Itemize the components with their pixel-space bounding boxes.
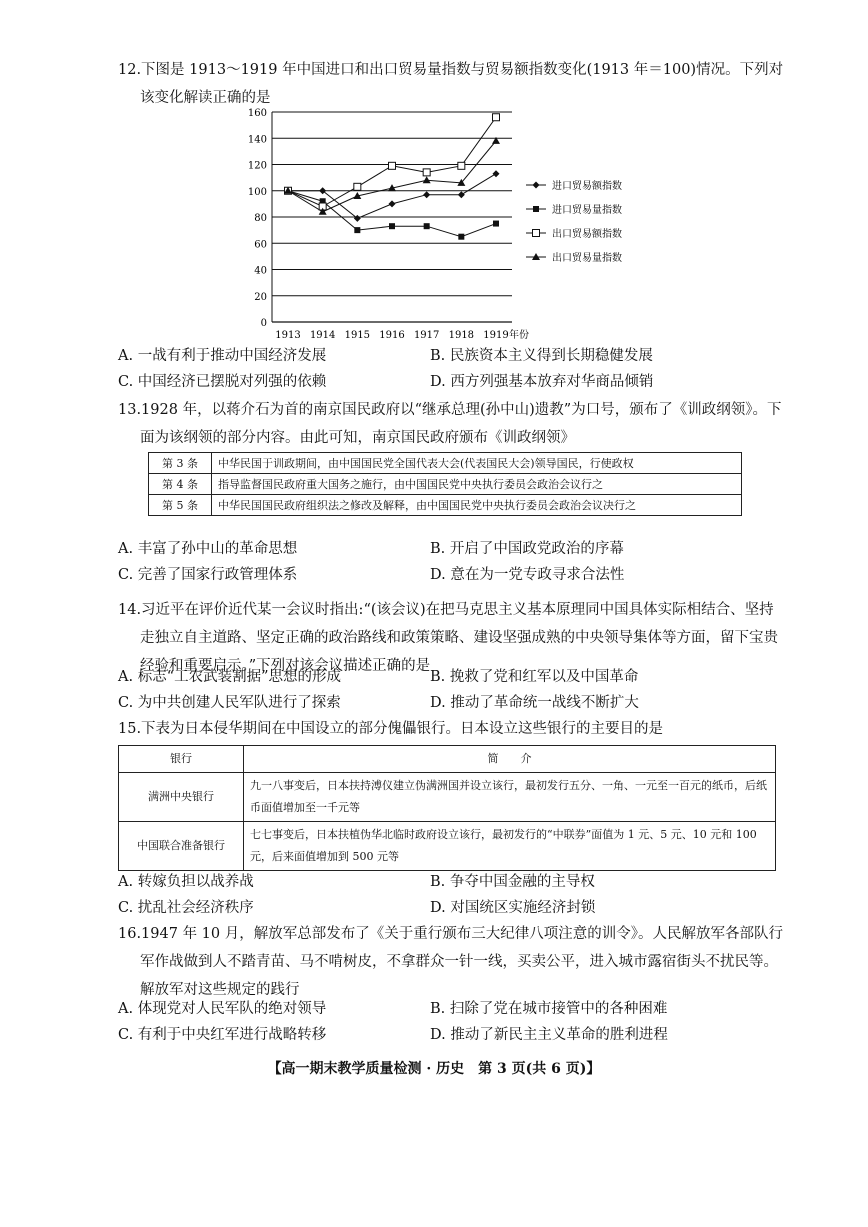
table-row bbox=[149, 474, 742, 495]
table-cell: 中华民国国民政府组织法之修改及解释，由中国国民党中央执行委员会政治会议决行之 bbox=[212, 495, 742, 516]
data-point bbox=[389, 200, 396, 207]
y-tick-label: 160 bbox=[247, 108, 267, 119]
q16-option-a[interactable]: A. 体现党对人民军队的绝对领导 bbox=[118, 1001, 327, 1017]
q16-option-d[interactable]: D. 推动了新民主主义革命的胜利进程 bbox=[430, 1027, 668, 1043]
table-cell: 七七事变后，日本扶植伪华北临时政府设立该行，最初发行的“中联券”面值为 1 元、5 元、10 元和 100 元，后来面值增加到 500 元等 bbox=[244, 822, 776, 871]
y-tick-label: 100 bbox=[247, 186, 267, 198]
legend-label: 出口贸易量指数 bbox=[552, 253, 622, 264]
data-point bbox=[389, 162, 396, 169]
y-tick-label: 20 bbox=[254, 291, 267, 303]
question-16-stem: 16.1947 年 10 月，解放军总部发布了《关于重行颁布三大纪律八项注意的训令》。人民解放军各部队行军作战做到人不踏青苗、马不啃树皮，不拿群众一针一线，买卖公平，进入城市露宿街头不扰民等。解放军对这些规定的践行 bbox=[118, 926, 783, 998]
question-13-stem: 13.1928 年，以蒋介石为首的南京国民政府以“继承总理(孙中山)遗教”为口号，颁布了《训政纲领》。下面为该纲领的部分内容。由此可知，南京国民政府颁布《训政纲领》 bbox=[118, 402, 782, 446]
question-16 bbox=[118, 920, 788, 1004]
y-tick-label: 80 bbox=[254, 213, 267, 224]
x-axis-suffix: 年份 bbox=[509, 330, 529, 341]
table-header: 简 介 bbox=[244, 746, 776, 773]
series-line-1 bbox=[288, 191, 496, 237]
table-cell: 满洲中央银行 bbox=[119, 773, 244, 822]
legend-marker bbox=[533, 230, 540, 237]
table-cell: 第 5 条 bbox=[149, 495, 212, 516]
data-point bbox=[423, 169, 430, 176]
y-tick-label: 120 bbox=[247, 160, 267, 172]
table-row bbox=[119, 773, 776, 822]
y-tick-label: 60 bbox=[254, 239, 267, 251]
data-point bbox=[423, 191, 430, 198]
q14-option-b[interactable]: B. 挽救了党和红军以及中国革命 bbox=[430, 669, 639, 685]
data-point bbox=[354, 183, 361, 190]
data-point bbox=[493, 114, 500, 121]
table-row bbox=[149, 453, 742, 474]
q13-option-d[interactable]: D. 意在为一党专政寻求合法性 bbox=[430, 567, 625, 583]
question-12-stem: 12.下图是 1913～1919 年中国进口和出口贸易量指数与贸易额指数变化(1913 年＝100)情况。下列对该变化解读正确的是 bbox=[118, 62, 784, 106]
q12-option-c[interactable]: C. 中国经济已摆脱对列强的依赖 bbox=[118, 374, 327, 390]
q12-option-d[interactable]: D. 西方列强基本放弃对华商品倾销 bbox=[430, 374, 654, 390]
data-point bbox=[423, 176, 431, 183]
question-15 bbox=[118, 715, 788, 743]
legend-marker bbox=[533, 206, 539, 212]
y-tick-label: 140 bbox=[247, 134, 267, 146]
data-point bbox=[493, 170, 500, 177]
table-cell: 九一八事变后，日本扶持溥仪建立伪满洲国并设立该行，最初发行五分、一角、一元至一百元的纸币，后纸币面值增加至一千元等 bbox=[244, 773, 776, 822]
table-cell: 中华民国于训政期间，由中国国民党全国代表大会(代表国民大会)领导国民，行使政权 bbox=[212, 453, 742, 474]
y-tick-label: 40 bbox=[254, 265, 267, 277]
table-row bbox=[119, 822, 776, 871]
x-tick-label: 1913 bbox=[275, 330, 301, 341]
q15-table bbox=[118, 745, 776, 871]
q13-option-a[interactable]: A. 丰富了孙中山的革命思想 bbox=[118, 541, 298, 557]
q16-option-b[interactable]: B. 扫除了党在城市接管中的各种困难 bbox=[430, 1001, 668, 1017]
trade-index-chart bbox=[240, 96, 660, 344]
table-cell: 指导监督国民政府重大国务之施行，由中国国民党中央执行委员会政治会议行之 bbox=[212, 474, 742, 495]
data-point bbox=[458, 234, 464, 240]
data-point bbox=[424, 223, 430, 229]
table-row bbox=[149, 495, 742, 516]
q13-table bbox=[148, 452, 742, 516]
x-tick-label: 1916 bbox=[379, 330, 405, 341]
table-row bbox=[119, 746, 776, 773]
table-cell: 第 3 条 bbox=[149, 453, 212, 474]
x-tick-label: 1918 bbox=[448, 330, 475, 341]
y-tick-label: 0 bbox=[260, 318, 267, 329]
question-13 bbox=[118, 396, 788, 452]
q14-option-a[interactable]: A. 标志“工农武装割据”思想的形成 bbox=[118, 669, 342, 685]
q13-option-c[interactable]: C. 完善了国家行政管理体系 bbox=[118, 567, 298, 583]
question-15-stem: 15.下表为日本侵华期间在中国设立的部分傀儡银行。日本设立这些银行的主要目的是 bbox=[118, 721, 664, 737]
q14-option-d[interactable]: D. 推动了革命统一战线不断扩大 bbox=[430, 695, 639, 711]
data-point bbox=[389, 223, 395, 229]
data-point bbox=[493, 221, 499, 227]
q15-option-b[interactable]: B. 争夺中国金融的主导权 bbox=[430, 874, 595, 890]
q16-option-c[interactable]: C. 有利于中央红军进行战略转移 bbox=[118, 1027, 327, 1043]
x-tick-label: 1915 bbox=[344, 330, 371, 341]
legend-label: 进口贸易额指数 bbox=[552, 181, 622, 192]
q15-option-d[interactable]: D. 对国统区实施经济封锁 bbox=[430, 900, 596, 916]
data-point bbox=[354, 227, 360, 233]
q12-option-a[interactable]: A. 一战有利于推动中国经济发展 bbox=[118, 348, 327, 364]
table-cell: 第 4 条 bbox=[149, 474, 212, 495]
q13-option-b[interactable]: B. 开启了中国政党政治的序幕 bbox=[430, 541, 624, 557]
x-tick-label: 1917 bbox=[413, 330, 440, 341]
page-footer: 【高一期末教学质量检测 · 历史 第 3 页(共 6 页)】 bbox=[267, 1061, 601, 1077]
series-line-0 bbox=[288, 174, 496, 219]
q15-option-c[interactable]: C. 扰乱社会经济秩序 bbox=[118, 900, 254, 916]
table-cell: 中国联合准备银行 bbox=[119, 822, 244, 871]
q14-option-c[interactable]: C. 为中共创建人民军队进行了探索 bbox=[118, 695, 341, 711]
q15-option-a[interactable]: A. 转嫁负担以战养战 bbox=[118, 874, 254, 890]
q12-option-b[interactable]: B. 民族资本主义得到长期稳健发展 bbox=[430, 348, 653, 364]
data-point bbox=[458, 162, 465, 169]
data-point bbox=[458, 191, 465, 198]
table-header: 银行 bbox=[119, 746, 244, 773]
question-14-stem: 14.习近平在评价近代某一会议时指出:“(该会议)在把马克思主义基本原理同中国具体实际相结合、坚持走独立自主道路、坚定正确的政治路线和政策策略、建设坚强成熟的中央领导集体等方面，留下宝贵经验和重要启示。”下列对该会议描述正确的是 bbox=[118, 602, 778, 674]
legend-label: 进口贸易量指数 bbox=[552, 205, 622, 216]
legend-marker bbox=[533, 182, 540, 189]
x-tick-label: 1914 bbox=[309, 330, 336, 341]
legend-label: 出口贸易额指数 bbox=[552, 229, 622, 240]
x-tick-label: 1919 bbox=[483, 330, 509, 341]
